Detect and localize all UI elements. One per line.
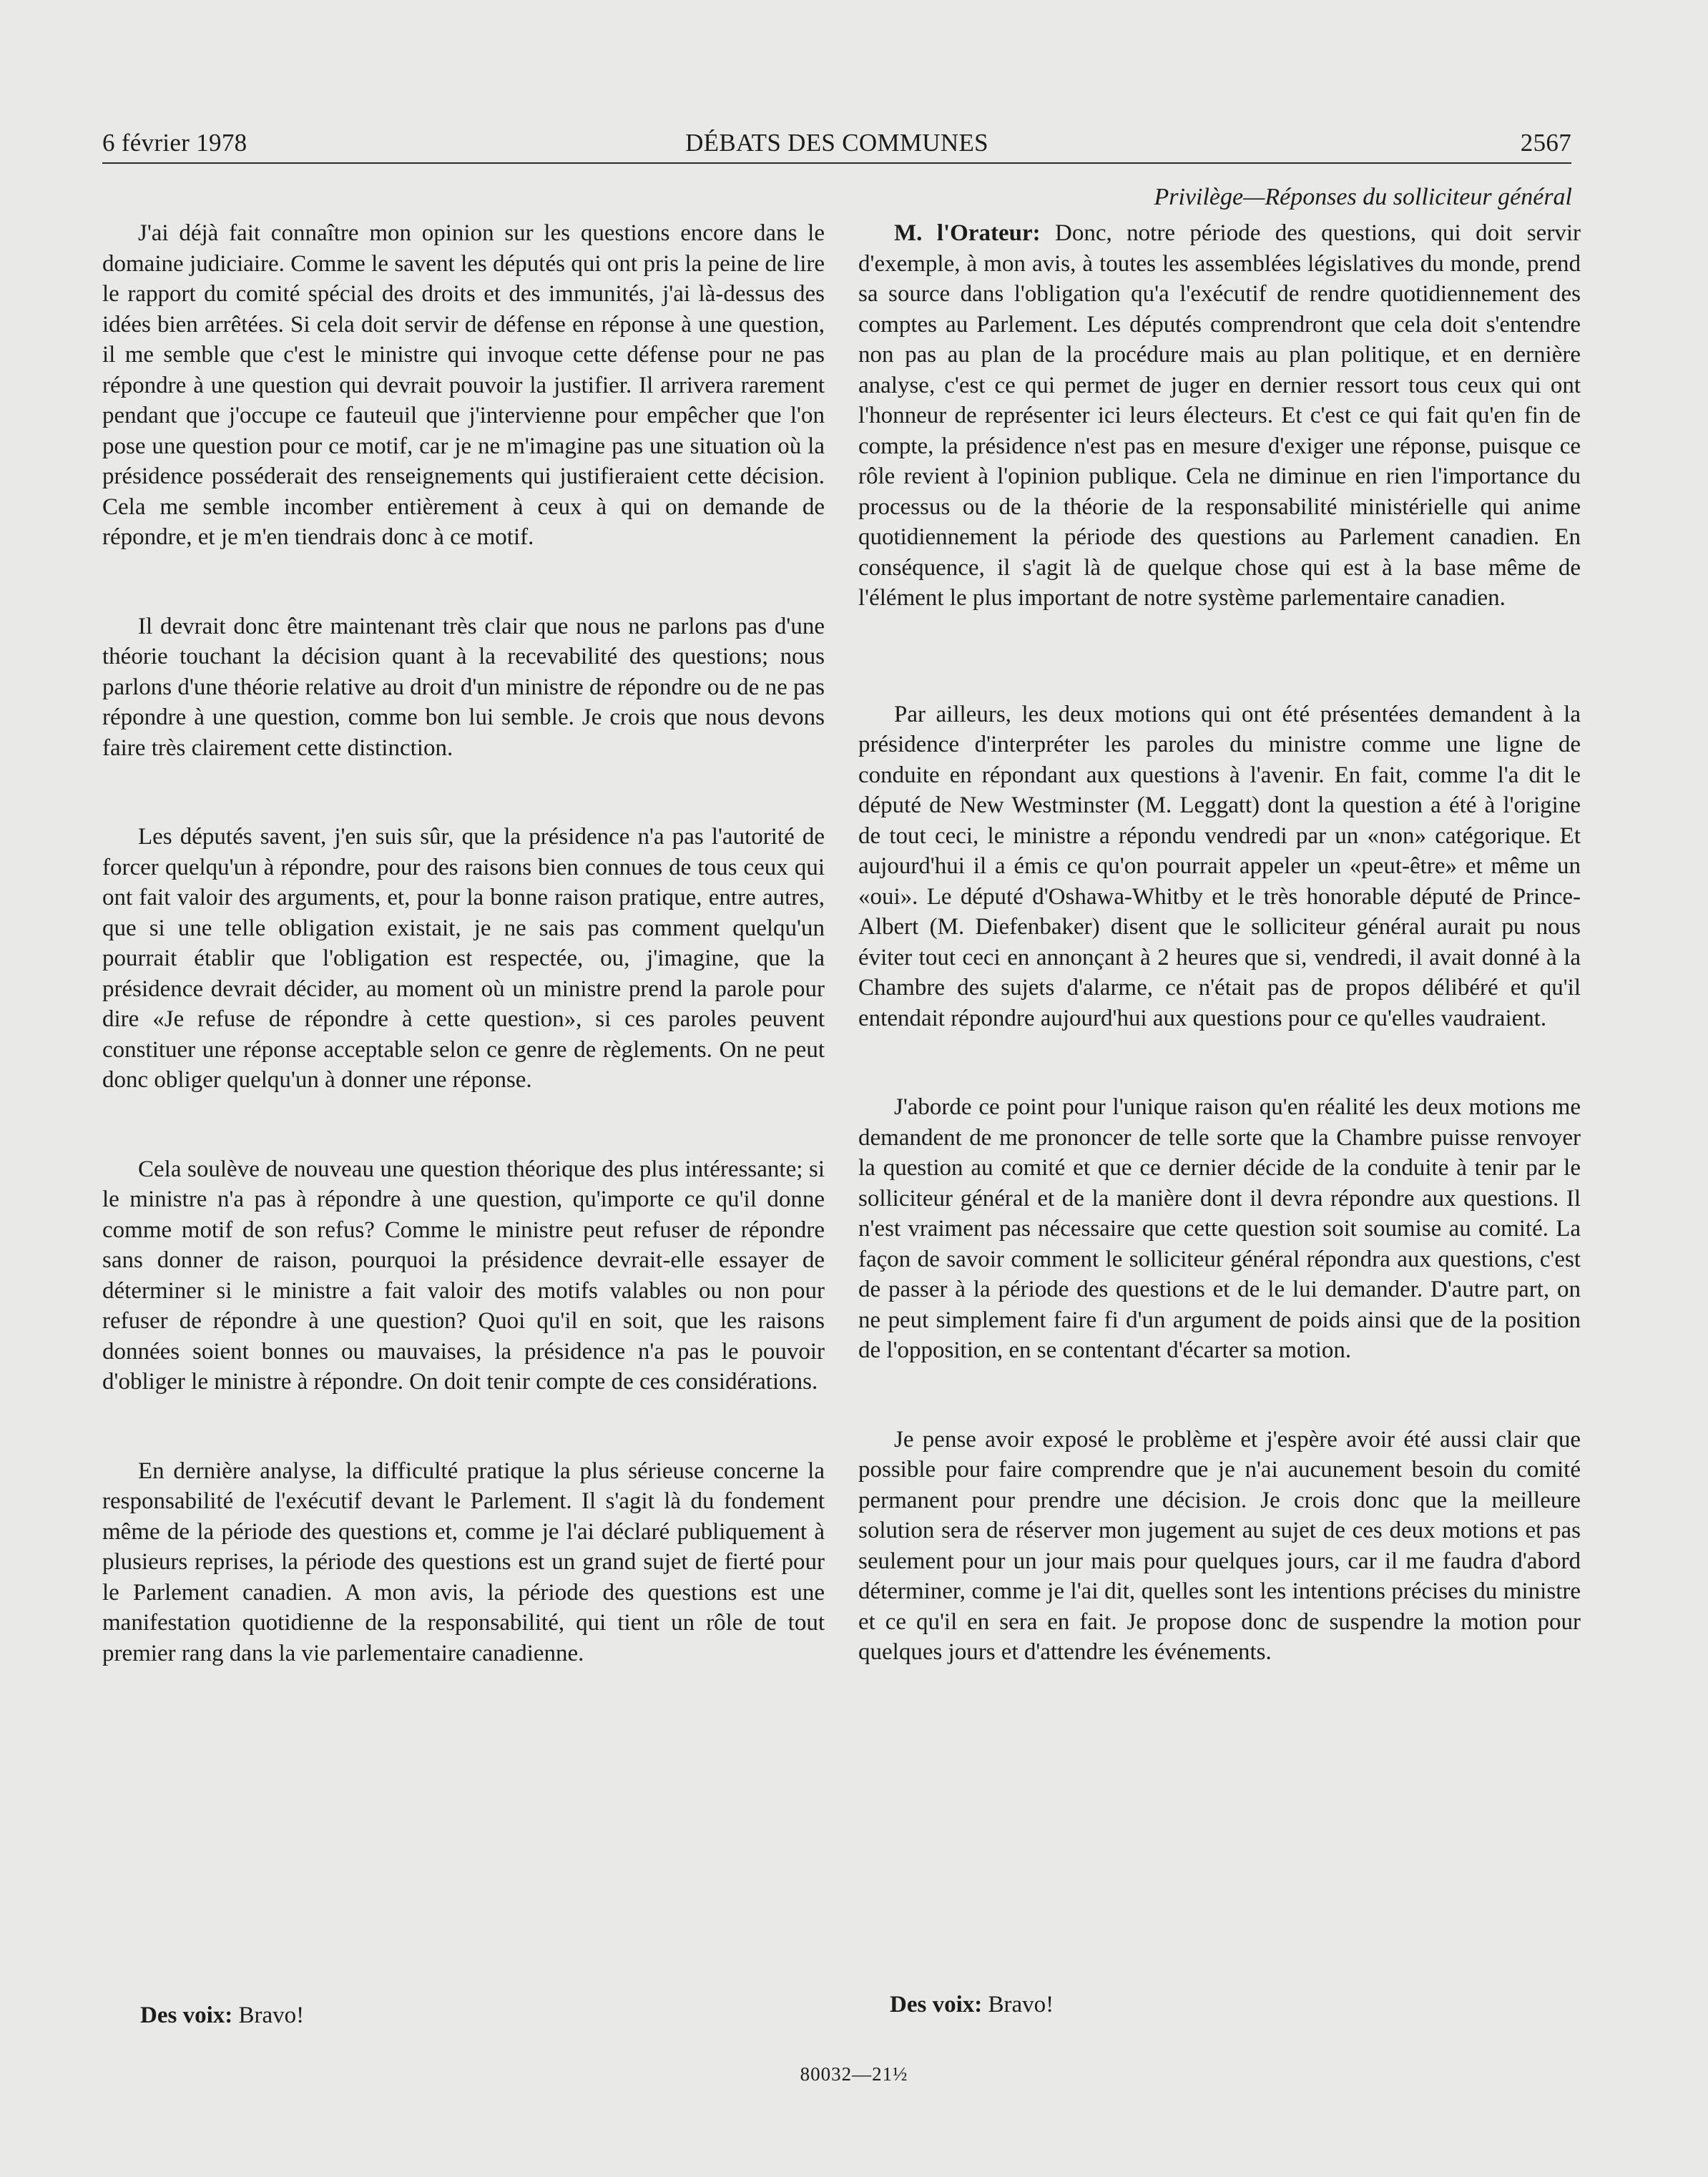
- left-paragraph-1: J'ai déjà fait connaître mon opinion sur les questions encore dans le domaine judiciaire. Comme le savent les députés qui ont pris la peine de lire le rapport du comité spécial des droits et des immunités, j'ai là-dessus des idées bien arrêtées. Si cela doit servir de défense en réponse à une question, il me semble que c'est le ministre qui invoque cette défense pour ne pas répondre à une question qui devrait pouvoir la justifier. Il arrivera rarement pendant que j'occupe ce fauteuil que j'intervienne pour empêcher que l'on pose une question pour ce motif, car je ne m'imagine pas une situation où la présidence posséderait des renseignements qui justifieraient cette décision. Cela me semble incomber entièrement à ceux à qui on demande de répondre, et je m'en tiendrais donc à ce motif.: [102, 220, 825, 550]
- header-title: DÉBATS DES COMMUNES: [685, 129, 988, 157]
- section-subheading: Privilège—Réponses du solliciteur général: [1154, 184, 1572, 210]
- header-date: 6 février 1978: [102, 129, 247, 157]
- left-interjection: [140, 2000, 304, 2030]
- header-rule: [102, 162, 1571, 164]
- right-interjection: [890, 1990, 1054, 2020]
- right-paragraph-2: Par ailleurs, les deux motions qui ont été présentées demandent à la présidence d'interpréter les paroles du ministre comme une ligne de conduite en répondant aux questions à l'avenir. En fait, comme l'a dit le député de New Westminster (M. Leggatt) dont la question a été à l'origine de tout ceci, le ministre a répondu vendredi par un «non» catégorique. Et aujourd'hui il a émis ce qu'on pourrait appeler un «peut-être» et même un «oui». Le député d'Oshawa-Whitby et le très honorable député de Prince-Albert (M. Diefenbaker) disent que le solliciteur général aurait pu nous éviter tout ceci en annonçant à 2 heures que si, vendredi, il avait donné à la Chambre des sujets d'alarme, ce n'était pas de propos délibéré et qu'il entendait répondre aujourd'hui aux questions pour ce qu'elles vaudraient.: [858, 701, 1581, 1031]
- left-paragraph-5: En dernière analyse, la difficulté pratique la plus sérieuse concerne la responsabilité de l'exécutif devant le Parlement. Il s'agit là du fondement même de la période des questions et, comme je l'ai déclaré publiquement à plusieurs reprises, la période des questions est un grand sujet de fierté pour le Parlement canadien. A mon avis, la période des questions est une manifestation quotidienne de la responsabilité, qui tient un rôle de tout premier rang dans la vie parlementaire canadienne.: [102, 1458, 825, 1666]
- left-paragraph-2: Il devrait donc être maintenant très clair que nous ne parlons pas d'une théorie touchant la décision quant à la recevabilité des questions; nous parlons d'une théorie relative au droit d'un ministre de répondre ou de ne pas répondre à une question, comme bon lui semble. Je crois que nous devons faire très clairement cette distinction.: [102, 613, 825, 761]
- right-paragraph-1: [858, 218, 1581, 614]
- page-footer-code: 80032—21½: [800, 2063, 908, 2085]
- left-interjection-speaker: Des voix:: [140, 2002, 233, 2028]
- right-paragraph-4: Je pense avoir exposé le problème et j'espère avoir été aussi clair que possible pour faire comprendre que je n'ai aucunement besoin du comité permanent pour prendre une décision. Je crois donc que la meilleure solution sera de réserver mon jugement au sujet de ces deux motions et pas seulement pour un jour mais pour quelques jours, car il me faudra d'abord déterminer, comme je l'ai dit, quelles sont les intentions précises du ministre et ce qu'il en sera en fait. Je propose donc de suspendre la motion pour quelques jours et d'attendre les événements.: [858, 1426, 1581, 1665]
- right-paragraph-1-text: Donc, notre période des questions, qui doit servir d'exemple, à mon avis, à toutes les assemblées législatives du monde, prend sa source dans l'obligation qu'a l'exécutif de rendre quotidiennement des comptes au Parlement. Les députés comprendront que cela doit s'entendre non pas au plan de la procédure mais au plan politique, et en dernière analyse, c'est ce qui permet de juger en dernier ressort tous ceux qui ont l'honneur de représenter ici leurs électeurs. Et c'est ce qui fait qu'en fin de compte, la présidence n'est pas en mesure d'exiger une réponse, puisque ce rôle revient à l'opinion publique. Cela ne diminue en rien l'importance du processus ou de la théorie de la responsabilité ministérielle qui anime quotidiennement la période des questions au Parlement canadien. En conséquence, il s'agit là de quelque chose qui est à la base même de l'élément le plus important de notre système parlementaire canadien.: [858, 220, 1581, 611]
- right-column: [858, 218, 1581, 1726]
- left-column: [102, 218, 825, 1727]
- left-paragraph-4: Cela soulève de nouveau une question théorique des plus intéressante; si le ministre n'a pas à répondre à une question, qu'importe ce qu'il donne comme motif de son refus? Comme le ministre peut refuser de répondre sans donner de raison, pourquoi la présidence devrait-elle essayer de déterminer si le ministre a fait valoir des motifs valables ou non pour refuser de répondre à une question? Quoi qu'il en soit, que les raisons données soient bonnes ou mauvaises, la présidence n'a pas le pouvoir d'obliger le ministre à répondre. On doit tenir compte de ces considérations.: [102, 1156, 825, 1395]
- right-paragraph-3: J'aborde ce point pour l'unique raison qu'en réalité les deux motions me demandent de me prononcer de telle sorte que la Chambre puisse renvoyer la question au comité et que ce dernier décide de la conduite à tenir par le solliciteur général et de la manière dont il devra répondre aux questions. Il n'est vraiment pas nécessaire que cette question soit soumise au comité. La façon de savoir comment le solliciteur général répondra aux questions, c'est de passer à la période des questions et de le lui demander. D'autre part, on ne peut simplement faire fi d'un argument de poids ainsi que de la position de l'opposition, en se contentant d'écarter sa motion.: [858, 1094, 1581, 1363]
- right-interjection-text: Bravo!: [988, 1992, 1054, 2018]
- left-interjection-text: Bravo!: [238, 2002, 305, 2028]
- left-paragraph-3: Les députés savent, j'en suis sûr, que la présidence n'a pas l'autorité de forcer quelqu'un à répondre, pour des raisons bien connues de tous ceux qui ont fait valoir des arguments, et, pour la bonne raison pratique, entre autres, que si une telle obligation existait, je ne sais pas comment quelqu'un pourrait établir que l'obligation est respectée, ou, j'imagine, que la présidence devrait décider, au moment où un ministre prend la parole pour dire «Je refuse de répondre à cette question», si ces paroles peuvent constituer une réponse acceptable selon ce genre de règlements. On ne peut donc obliger quelqu'un à donner une réponse.: [102, 824, 825, 1093]
- speaker-name: M. l'Orateur:: [894, 220, 1041, 246]
- header-page-number: 2567: [1520, 129, 1571, 157]
- right-interjection-speaker: Des voix:: [890, 1992, 983, 2018]
- page-header: [102, 125, 1571, 162]
